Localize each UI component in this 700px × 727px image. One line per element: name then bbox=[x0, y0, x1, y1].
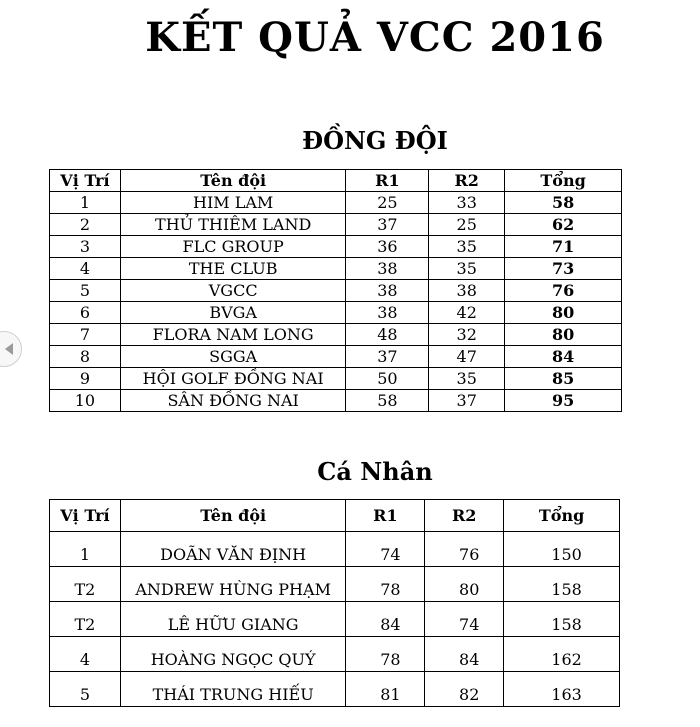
round2-cell: 47 bbox=[429, 346, 505, 368]
total-cell: 80 bbox=[505, 302, 622, 324]
total-cell: 71 bbox=[505, 236, 622, 258]
position-cell: 4 bbox=[50, 637, 121, 672]
table-row bbox=[50, 390, 622, 412]
chevron-left-icon[interactable] bbox=[0, 331, 22, 367]
round2-cell: 35 bbox=[429, 258, 505, 280]
position-cell: 4 bbox=[50, 258, 121, 280]
table-row bbox=[50, 637, 620, 672]
table-row bbox=[50, 346, 622, 368]
column-header: Tổng bbox=[504, 500, 620, 532]
column-header: R1 bbox=[346, 170, 429, 192]
round2-cell: 84 bbox=[425, 637, 504, 672]
round2-cell: 37 bbox=[429, 390, 505, 412]
name-cell: HOÀNG NGỌC QUÝ bbox=[120, 637, 346, 672]
column-header: R1 bbox=[346, 500, 425, 532]
total-cell: 85 bbox=[505, 368, 622, 390]
round2-cell: 35 bbox=[429, 236, 505, 258]
name-cell: HIM LAM bbox=[120, 192, 346, 214]
position-cell: 5 bbox=[50, 280, 121, 302]
individual-section-title: Cá Nhân bbox=[317, 457, 433, 486]
individual-table-body bbox=[50, 532, 620, 707]
total-cell: 62 bbox=[505, 214, 622, 236]
total-cell: 84 bbox=[505, 346, 622, 368]
name-cell: VGCC bbox=[120, 280, 346, 302]
round2-cell: 74 bbox=[425, 602, 504, 637]
round1-cell: 58 bbox=[346, 390, 429, 412]
table-row bbox=[50, 324, 622, 346]
round1-cell: 81 bbox=[346, 672, 425, 707]
table-header-row bbox=[50, 170, 622, 192]
table-row bbox=[50, 280, 622, 302]
position-cell: 2 bbox=[50, 214, 121, 236]
name-cell: SGGA bbox=[120, 346, 346, 368]
round1-cell: 78 bbox=[346, 637, 425, 672]
round2-cell: 80 bbox=[425, 567, 504, 602]
position-cell: 1 bbox=[50, 192, 121, 214]
total-cell: 73 bbox=[505, 258, 622, 280]
name-cell: DOÃN VĂN ĐỊNH bbox=[120, 532, 346, 567]
round1-cell: 74 bbox=[346, 532, 425, 567]
column-header: Tên đội bbox=[120, 500, 346, 532]
name-cell: SÂN ĐỒNG NAI bbox=[120, 390, 346, 412]
position-cell: T2 bbox=[50, 567, 121, 602]
name-cell: FLORA NAM LONG bbox=[120, 324, 346, 346]
name-cell: ANDREW HÙNG PHẠM bbox=[120, 567, 346, 602]
position-cell: 10 bbox=[50, 390, 121, 412]
column-header: Vị Trí bbox=[50, 500, 121, 532]
page-title: KẾT QUẢ VCC 2016 bbox=[145, 14, 605, 61]
column-header: R2 bbox=[429, 170, 505, 192]
total-cell: 150 bbox=[504, 532, 620, 567]
round2-cell: 82 bbox=[425, 672, 504, 707]
table-row bbox=[50, 236, 622, 258]
name-cell: THÁI TRUNG HIẾU bbox=[120, 672, 346, 707]
table-row bbox=[50, 192, 622, 214]
position-cell: 1 bbox=[50, 532, 121, 567]
round2-cell: 76 bbox=[425, 532, 504, 567]
name-cell: HỘI GOLF ĐỒNG NAI bbox=[120, 368, 346, 390]
round1-cell: 25 bbox=[346, 192, 429, 214]
table-row bbox=[50, 258, 622, 280]
total-cell: 158 bbox=[504, 567, 620, 602]
team-section-title: ĐỒNG ĐỘI bbox=[302, 126, 448, 155]
position-cell: 5 bbox=[50, 672, 121, 707]
total-cell: 95 bbox=[505, 390, 622, 412]
column-header: Vị Trí bbox=[50, 170, 121, 192]
round2-cell: 35 bbox=[429, 368, 505, 390]
round1-cell: 38 bbox=[346, 280, 429, 302]
table-row bbox=[50, 602, 620, 637]
individual-results-table bbox=[49, 499, 620, 707]
total-cell: 76 bbox=[505, 280, 622, 302]
total-cell: 162 bbox=[504, 637, 620, 672]
round1-cell: 37 bbox=[346, 214, 429, 236]
name-cell: BVGA bbox=[120, 302, 346, 324]
position-cell: 7 bbox=[50, 324, 121, 346]
table-header-row bbox=[50, 500, 620, 532]
total-cell: 163 bbox=[504, 672, 620, 707]
total-cell: 158 bbox=[504, 602, 620, 637]
column-header: Tổng bbox=[505, 170, 622, 192]
round1-cell: 78 bbox=[346, 567, 425, 602]
name-cell: THỦ THIÊM LAND bbox=[120, 214, 346, 236]
position-cell: T2 bbox=[50, 602, 121, 637]
round1-cell: 84 bbox=[346, 602, 425, 637]
round1-cell: 38 bbox=[346, 302, 429, 324]
total-cell: 80 bbox=[505, 324, 622, 346]
table-row bbox=[50, 302, 622, 324]
column-header: Tên đội bbox=[120, 170, 346, 192]
round2-cell: 33 bbox=[429, 192, 505, 214]
table-row bbox=[50, 368, 622, 390]
round2-cell: 42 bbox=[429, 302, 505, 324]
name-cell: THE CLUB bbox=[120, 258, 346, 280]
position-cell: 9 bbox=[50, 368, 121, 390]
column-header: R2 bbox=[425, 500, 504, 532]
round2-cell: 32 bbox=[429, 324, 505, 346]
team-results-table bbox=[49, 169, 622, 412]
name-cell: FLC GROUP bbox=[120, 236, 346, 258]
table-row bbox=[50, 672, 620, 707]
position-cell: 6 bbox=[50, 302, 121, 324]
name-cell: LÊ HỮU GIANG bbox=[120, 602, 346, 637]
table-row bbox=[50, 567, 620, 602]
table-row bbox=[50, 532, 620, 567]
table-row bbox=[50, 214, 622, 236]
round2-cell: 25 bbox=[429, 214, 505, 236]
round1-cell: 36 bbox=[346, 236, 429, 258]
round1-cell: 38 bbox=[346, 258, 429, 280]
round2-cell: 38 bbox=[429, 280, 505, 302]
round1-cell: 50 bbox=[346, 368, 429, 390]
round1-cell: 37 bbox=[346, 346, 429, 368]
position-cell: 3 bbox=[50, 236, 121, 258]
total-cell: 58 bbox=[505, 192, 622, 214]
round1-cell: 48 bbox=[346, 324, 429, 346]
team-table-body bbox=[50, 192, 622, 412]
position-cell: 8 bbox=[50, 346, 121, 368]
